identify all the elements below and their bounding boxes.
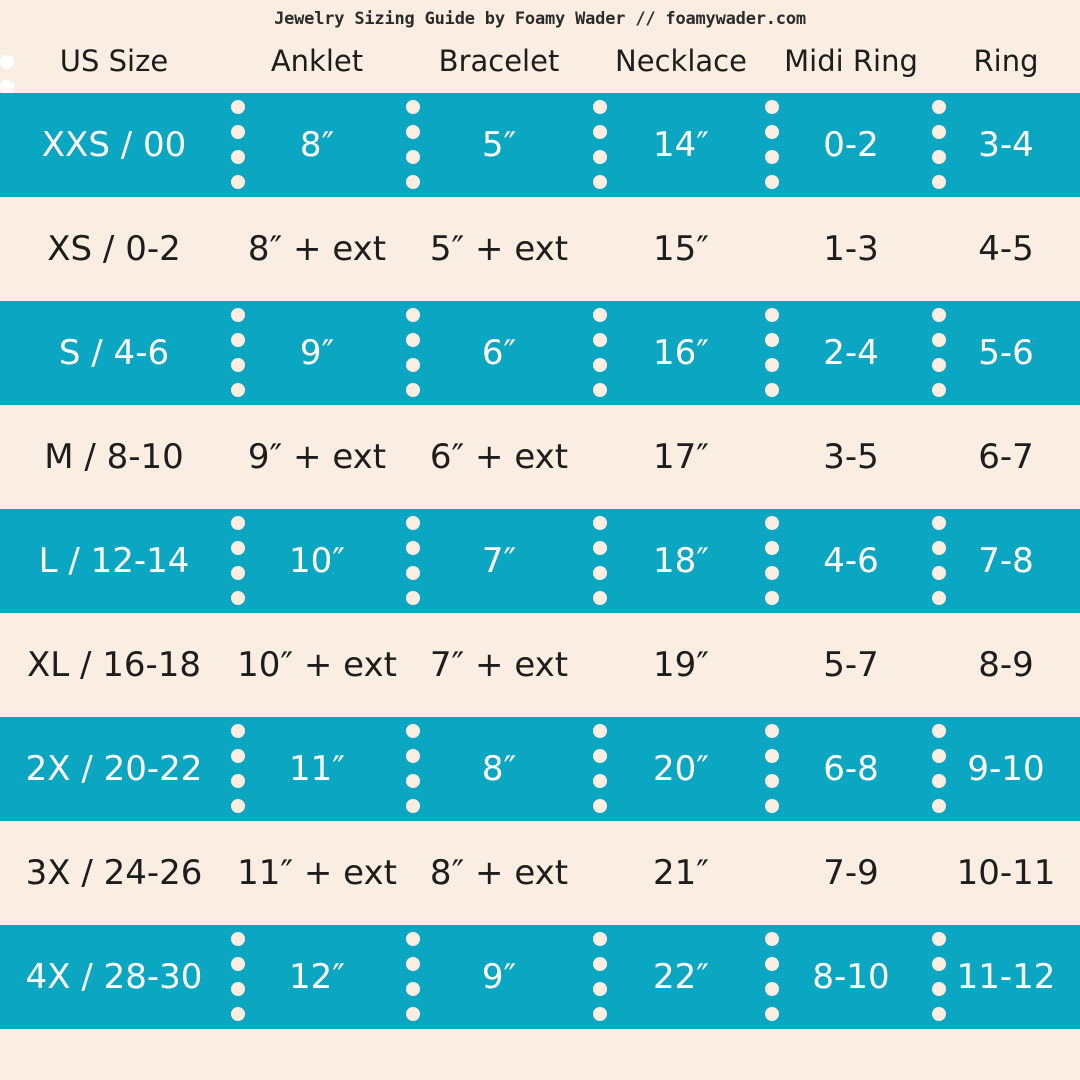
cell-ring: 4-5 — [978, 229, 1034, 269]
table-row — [0, 509, 1080, 613]
cell-ring: 5-6 — [978, 333, 1034, 373]
cell-us-size: M / 8-10 — [44, 437, 184, 477]
cell-us-size: XXS / 00 — [41, 125, 187, 165]
cell-necklace: 18″ — [653, 541, 709, 581]
cell-bracelet: 6″ + ext — [429, 437, 569, 477]
cell-bracelet: 6″ — [481, 333, 517, 373]
column-header-necklace: Necklace — [615, 44, 747, 78]
column-header-bracelet: Bracelet — [438, 44, 560, 78]
table-row — [0, 301, 1080, 405]
cell-necklace: 22″ — [653, 957, 709, 997]
table-row — [0, 821, 1080, 925]
cell-necklace: 20″ — [653, 749, 709, 789]
cell-bracelet: 9″ — [481, 957, 517, 997]
cell-midi-ring: 4-6 — [823, 541, 879, 581]
cell-anklet: 10″ — [289, 541, 345, 581]
cell-anklet: 10″ + ext — [237, 645, 397, 685]
table-row — [0, 405, 1080, 509]
table-row — [0, 925, 1080, 1029]
cell-ring: 11-12 — [956, 957, 1056, 997]
cell-midi-ring: 6-8 — [823, 749, 879, 789]
table-row — [0, 93, 1080, 197]
cell-bracelet: 7″ — [481, 541, 517, 581]
cell-necklace: 15″ — [653, 229, 709, 269]
cell-necklace: 19″ — [653, 645, 709, 685]
cell-us-size: L / 12-14 — [38, 541, 190, 581]
sizing-table — [0, 29, 1080, 1029]
table-row — [0, 613, 1080, 717]
column-header-us-size: US Size — [59, 44, 169, 78]
cell-necklace: 17″ — [653, 437, 709, 477]
cell-bracelet: 8″ + ext — [429, 853, 569, 893]
cell-necklace: 16″ — [653, 333, 709, 373]
cell-us-size: XS / 0-2 — [47, 229, 181, 269]
cell-midi-ring: 1-3 — [823, 229, 879, 269]
cell-midi-ring: 7-9 — [823, 853, 879, 893]
cell-anklet: 8″ — [299, 125, 335, 165]
cell-anklet: 11″ + ext — [237, 853, 397, 893]
cell-midi-ring: 5-7 — [823, 645, 879, 685]
cell-us-size: S / 4-6 — [58, 333, 170, 373]
cell-us-size: 3X / 24-26 — [25, 853, 203, 893]
cell-anklet: 11″ — [289, 749, 345, 789]
cell-midi-ring: 2-4 — [823, 333, 879, 373]
cell-necklace: 14″ — [653, 125, 709, 165]
cell-midi-ring: 8-10 — [812, 957, 890, 997]
cell-us-size: 4X / 28-30 — [25, 957, 203, 997]
cell-anklet: 8″ + ext — [247, 229, 387, 269]
cell-bracelet: 5″ + ext — [429, 229, 569, 269]
cell-anklet: 12″ — [289, 957, 345, 997]
cell-ring: 3-4 — [978, 125, 1034, 165]
column-header-anklet: Anklet — [270, 44, 364, 78]
cell-ring: 7-8 — [978, 541, 1034, 581]
cell-bracelet: 5″ — [481, 125, 517, 165]
cell-anklet: 9″ — [299, 333, 335, 373]
cell-midi-ring: 3-5 — [823, 437, 879, 477]
cell-us-size: 2X / 20-22 — [25, 749, 203, 789]
column-header-ring: Ring — [973, 44, 1039, 78]
cell-bracelet: 7″ + ext — [429, 645, 569, 685]
table-row — [0, 197, 1080, 301]
cell-ring: 9-10 — [967, 749, 1045, 789]
cell-us-size: XL / 16-18 — [26, 645, 202, 685]
column-header-midi-ring: Midi Ring — [784, 44, 918, 78]
cell-midi-ring: 0-2 — [823, 125, 879, 165]
page-title: Jewelry Sizing Guide by Foamy Wader // foamywader.com — [274, 9, 806, 29]
cell-ring: 10-11 — [956, 853, 1056, 893]
cell-ring: 8-9 — [978, 645, 1034, 685]
table-row — [0, 717, 1080, 821]
cell-necklace: 21″ — [653, 853, 709, 893]
cell-anklet: 9″ + ext — [247, 437, 387, 477]
cell-bracelet: 8″ — [481, 749, 517, 789]
column-divider-dots-5 — [0, 29, 14, 93]
cell-ring: 6-7 — [978, 437, 1034, 477]
table-header-row — [0, 29, 1080, 93]
